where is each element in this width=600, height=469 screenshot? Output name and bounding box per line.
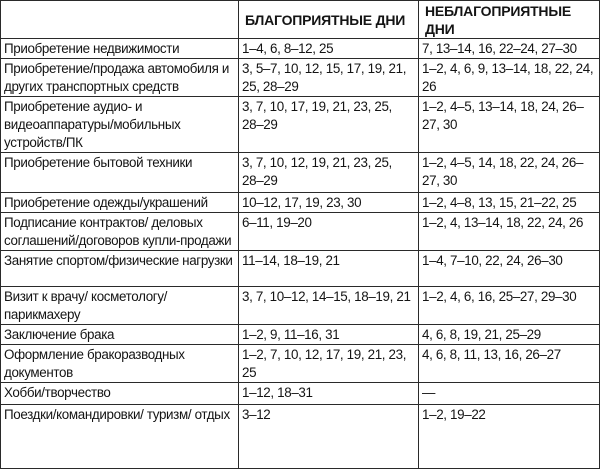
table-row	[1, 153, 600, 193]
favorable-cell: 3, 5–7, 10, 12, 15, 17, 19, 21, 25, 28–29	[239, 59, 419, 97]
activity-cell: Заключение брака	[1, 325, 239, 345]
header-favorable-days: БЛАГОПРИЯТНЫЕ ДНИ	[239, 1, 419, 39]
table-row	[1, 383, 600, 405]
favorable-cell: 3, 7, 10, 17, 19, 21, 23, 25, 28–29	[239, 97, 419, 153]
favorable-cell: 10–12, 17, 19, 23, 30	[239, 193, 419, 213]
unfavorable-cell: 4, 6, 8, 11, 13, 16, 26–27	[419, 345, 600, 383]
activity-cell: Приобретение бытовой техники	[1, 153, 239, 193]
favorable-cell: 1–12, 18–31	[239, 383, 419, 405]
activity-cell: Хобби/творчество	[1, 383, 239, 405]
activity-cell: Приобретение недвижимости	[1, 39, 239, 59]
table-row	[1, 345, 600, 383]
table-row	[1, 97, 600, 153]
unfavorable-cell: 1–2, 4, 6, 9, 13–14, 18, 22, 24, 26	[419, 59, 600, 97]
activity-cell: Поездки/командировки/ туризм/ отдых	[1, 405, 239, 469]
favorable-cell: 6–11, 19–20	[239, 213, 419, 251]
favorable-cell: 3, 7, 10–12, 14–15, 18–19, 21	[239, 287, 419, 325]
table-header-row	[1, 1, 600, 39]
header-unfavorable-days: НЕБЛАГОПРИЯТНЫЕ ДНИ	[419, 1, 600, 39]
unfavorable-cell: —	[419, 383, 600, 405]
table-row	[1, 193, 600, 213]
unfavorable-cell: 1–2, 4, 13–14, 18, 22, 24, 26	[419, 213, 600, 251]
favorable-cell: 1–4, 6, 8–12, 25	[239, 39, 419, 59]
table-row	[1, 59, 600, 97]
unfavorable-cell: 1–2, 4–5, 14, 18, 22, 24, 26–27, 30	[419, 153, 600, 193]
favorable-cell: 3–12	[239, 405, 419, 469]
unfavorable-cell: 1–4, 7–10, 22, 24, 26–30	[419, 251, 600, 287]
table-row	[1, 405, 600, 469]
unfavorable-cell: 7, 13–14, 16, 22–24, 27–30	[419, 39, 600, 59]
favorable-cell: 11–14, 18–19, 21	[239, 251, 419, 287]
activity-cell: Подписание контрактов/ деловых соглашений/договоров купли-продажи	[1, 213, 239, 251]
table-row	[1, 39, 600, 59]
unfavorable-cell: 1–2, 19–22	[419, 405, 600, 469]
favorable-cell: 3, 7, 10, 12, 19, 21, 23, 25, 28–29	[239, 153, 419, 193]
table-row	[1, 325, 600, 345]
table-row	[1, 287, 600, 325]
favorable-cell: 1–2, 7, 10, 12, 17, 19, 21, 23, 25	[239, 345, 419, 383]
table-row	[1, 213, 600, 251]
activity-cell: Приобретение одежды/украшений	[1, 193, 239, 213]
unfavorable-cell: 1–2, 4–5, 13–14, 18, 24, 26–27, 30	[419, 97, 600, 153]
activity-cell: Занятие спортом/физические нагрузки	[1, 251, 239, 287]
favorable-cell: 1–2, 9, 11–16, 31	[239, 325, 419, 345]
activity-cell: Приобретение аудио- и видеоаппаратуры/мобильных устройств/ПК	[1, 97, 239, 153]
header-activity	[1, 1, 239, 39]
unfavorable-cell: 1–2, 4, 6, 16, 25–27, 29–30	[419, 287, 600, 325]
table-row	[1, 251, 600, 287]
unfavorable-cell: 1–2, 4–8, 13, 15, 21–22, 25	[419, 193, 600, 213]
activity-cell: Приобретение/продажа автомобиля и других транспортных средств	[1, 59, 239, 97]
activity-cell: Визит к врачу/ косметологу/ парикмахеру	[1, 287, 239, 325]
unfavorable-cell: 4, 6, 8, 19, 21, 25–29	[419, 325, 600, 345]
activity-cell: Оформление бракоразводных документов	[1, 345, 239, 383]
